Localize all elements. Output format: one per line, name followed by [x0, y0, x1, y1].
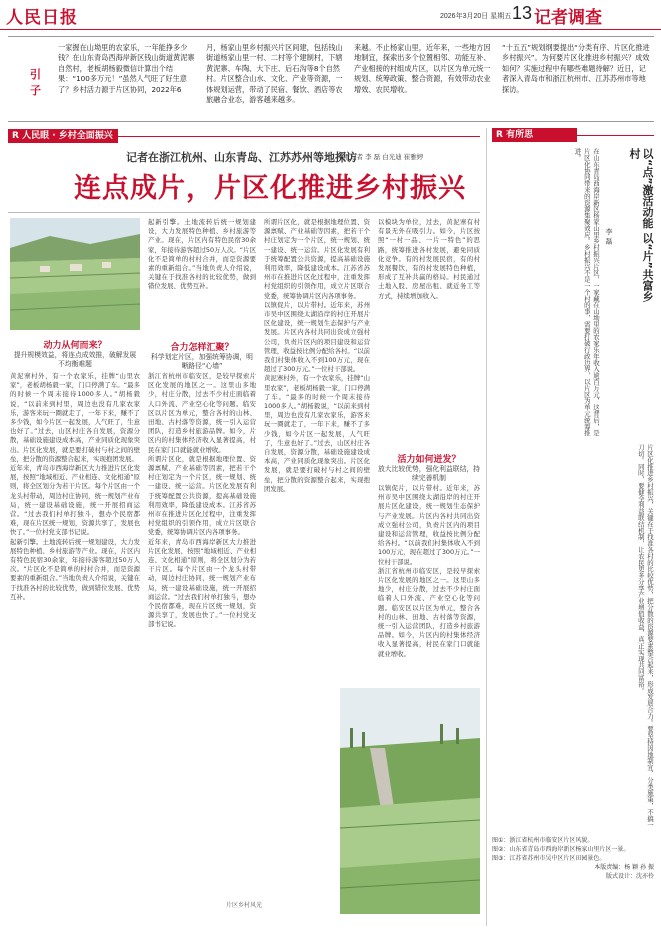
photo-caption: 片区乡村风光	[226, 902, 263, 909]
column-banner	[8, 128, 480, 144]
note-line-5: 版式设计：沈亦伶	[605, 873, 654, 880]
body-text-2: 近年来，青岛市西海岸新区大力推进片区化发展，按照“地域相近、产业相连、文化相通”原则，将全区划分为若干片区。每个片区由一个龙头村带动，周边村庄协同，统一规划产业布局，统一建设基础设施，统一开展招商运营。“过去我们村单打独斗，想办个民宿都难，现在片区统一规划，资源共享了，发展也快了。”一位村党支部书记说。	[10, 464, 140, 537]
photo-notes	[492, 836, 654, 926]
village-field-photo	[10, 218, 140, 330]
body-text-9: 黄泥寨村外，有一个农家乐，挂牌“山里农家”，老板胡杨毅一家，门口停满了车。“最多的时候一个周末接待1000多人。”胡杨毅说，“以前来到村里，周边也没有几家农家乐，游客来玩一圈就走了，一年下来，赚不了多少钱，如今片区一起发展，人气旺了，生意也好了。”过去，山区村庄各自发展，资源分散，基础设施建设成本高，产业同质化现象突出。片区化发展，就是要打破村与村之间的壁垒，把分散的资源整合起来，实现抱团发展。	[264, 374, 370, 493]
note-line-2: 图②：山东省青岛市西海岸新区杨家山里片区一景。	[492, 846, 630, 853]
body-text-4: 浙江省杭州市临安区，是较早探索片区化发展的地区之一。这里山多地少，村庄分散，过去不少村庄面临着人口外流、产业空心化等问题。临安区以片区为单元，整合各村的山林、田地、古村落等资源，统一引入运营团队，打造乡村旅游品牌。如今，片区内的村集体经济收入显著提高，村民在家门口就能就业增收。	[148, 372, 256, 454]
body-column-4	[378, 484, 480, 682]
section-heading-2-title: 合力怎样汇聚？	[170, 343, 234, 353]
section-heading-3-sub: 放大比较优势，强化利益联结，持续完善机制	[378, 465, 480, 482]
body-column-5	[264, 690, 334, 926]
article-kicker: 记者在浙江杭州、山东青岛、江苏苏州等地探访	[126, 151, 357, 164]
body-text-5: 所谓片区化，就是根据地理位置、资源禀赋、产业基础等因素，把若干个村庄划定为一个片区，统一规划、统一建设、统一运营。片区化发展有利于统筹配置公共资源，提高基础设施利用效率，降低建设成本。江苏省苏州市在推进片区化过程中，注重发挥村党组织的引领作用，成立片区联合党委，统筹协调片区内各项事务。	[148, 454, 256, 537]
body-column-1	[10, 372, 140, 926]
intro-text-4: “十五五”规划纲要提出“分类有序、片区化推进乡村振兴”。为何要片区化推进乡村振兴？成效如何？实施过程中有哪些难题待解？近日，记者深入青岛市和浙江杭州市、江苏苏州市等地探访。	[502, 43, 650, 94]
section-heading-1	[12, 338, 138, 369]
body-text-10: 以模块为单位，过去，黄泥寨有村有景无外在吸引力。如今，片区按照“一村一品、一片一特色”的思路，统筹推进各村发展，避免同质化竞争。有的村发展民宿，有的村发展餐饮，有的村发展特色种植，形成了互补共赢的格局。村民通过土地入股、房屋出租、就近务工等方式，持续增加收入。	[378, 218, 480, 300]
intro-text-3: 来越。不止杨家山里，近年来，一些地方因地制宜，探索出多个位置相邻、功能互补、产业相接的村组成片区，以片区为单元统一规划、统筹政策、整合资源，有效带动农业增效、农民增收。	[354, 43, 491, 94]
column-divider	[486, 128, 487, 926]
body-text-6: 近年来，青岛市西海岸新区大力推进片区化发展，按照“地域相近、产业相连、文化相通”原则，将全区划分为若干片区。每个片区由一个龙头村带动，周边村庄协同，统一规划产业布局，统一建设基础设施，统一开展招商运营。“过去我们村单打独斗，想办个民宿都难，现在片区统一规划，资源共享了，发展也快了。”一位村党支部书记说。	[148, 537, 256, 629]
page-number: 13	[512, 3, 533, 23]
section-heading-1-title: 动力从何而来？	[43, 341, 107, 351]
body-text-11: 以镇促片，以片带村。近年来，苏州市吴中区围绕太湖沿岸的村庄开展片区化建设，统一规划生态保护与产业发展。片区内各村共同出资成立强村公司，负责片区内的项目建设和运营管理，收益按比例分配给各村。“以前我们村集体收入不到100万元，现在超过了300万元。”一位村干部说。	[378, 484, 480, 566]
body-text-12: 浙江省杭州市临安区，是较早探索片区化发展的地区之一。这里山多地少，村庄分散，过去不少村庄面临着人口外流、产业空心化等问题。临安区以片区为单元，整合各村的山林、田地、古村落等资源，统一引入运营团队，打造乡村旅游品牌。如今，片区内的村集体经济收入显著提高，村民在家门口就能就业增收。	[378, 566, 480, 658]
body-column-4-top	[378, 218, 480, 448]
section-heading-3-title: 活力如何迸发？	[397, 455, 461, 465]
note-line-4: 本版责编：杨 颖 孙 振	[594, 864, 654, 871]
commentary-text-2: 片区化推进乡村振兴，关键在于找准各村的比较优势，把分散的资源要素整合起来，形成发展合力。要坚持因地制宜、分类施策，不搞一刀切。同时，要健全利益联结机制，让农民更多分享产业增值收益，真正实现共同富裕。	[636, 444, 654, 828]
newspaper-logo: 人民日报	[6, 8, 78, 28]
intro-text-2: 月，杨家山里乡村振兴片区间建，包括钱山街道杨家山里一村、二村等个建制村，下辖黄泥寨、车陶、大下庄、后石沟等8个自然村。片区整合山水、文化、产业等资源，一体规划运营，带动了民宿、餐饮、酒店等农旅融合业态，游客越来越多。	[206, 43, 343, 105]
body-text-2a: 起新引擎。土地流转后统一规划建设，大力发展特色种植、乡村旅游等产业。现在，片区内有特色民宿30余家，年接待游客超过50万人次。“片区化不是简单的村村合并，而是资源要素的重新组合。”当地负责人介绍说，关键在于找准各村的比较优势，做到错位发展、优势互补。	[148, 218, 256, 291]
article-byline: 本报记者 李 磊 白光迪 崔雅婷	[337, 153, 424, 161]
body-text-7: 所谓片区化，就是根据地理位置、资源禀赋、产业基础等因素，把若干个村庄划定为一个片区，统一规划、统一建设、统一运营。片区化发展有利于统筹配置公共资源，提高基础设施利用效率，降低建设成本。江苏省苏州市在推进片区化过程中，注重发挥村党组织的引领作用，成立片区联合党委，统筹协调片区内各项事务。	[264, 218, 370, 300]
commentary-author: 李 磊	[605, 228, 613, 245]
body-column-2-top	[148, 218, 256, 334]
body-text-1: 黄泥寨村外，有一个农家乐，挂牌“山里农家”，老板胡杨毅一家，门口停满了车。“最多的时候一个周末接待1000多人。”胡杨毅说，“以前来到村里，周边也没有几家农家乐，游客来玩一圈就走了，一年下来，赚不了多少钱，如今片区一起发展，人气旺了，生意也好了。”过去，山区村庄各自发展，资源分散，基础设施建设成本高，产业同质化现象突出。片区化发展，就是要打破村与村之间的壁垒，把分散的资源整合起来，实现抱团发展。	[10, 372, 140, 463]
article-headline: 连点成片，片区化推进乡村振兴	[74, 173, 466, 204]
issue-date: 2026年3月20日 星期五	[440, 13, 512, 20]
body-column-2	[148, 372, 256, 926]
section-heading-3	[378, 452, 480, 483]
intro-text-1: 一家握在山坳里的农家乐，一年能挣多少钱？在山东青岛西海岸新区钱山街道黄泥寨自然村，老板胡杨毅微信计算出个结果：“100多万元！”虽然人气旺了好生意了？乡村活力源于片区协同，2022年6	[58, 43, 195, 94]
banner-rule	[118, 136, 480, 137]
column-tag: R 人民眼 · 乡村全面振兴	[8, 129, 118, 143]
body-text-3: 起新引擎。土地流转后统一规划建设，大力发展特色种植、乡村旅游等产业。现在，片区内有特色民宿30余家，年接待游客超过50万人次。“片区化不是简单的村村合并，而是资源要素的重新组合。”当地负责人介绍说，关键在于找准各村的比较优势，做到错位发展、优势互补。	[10, 537, 140, 601]
body-text-8: 以镇促片，以片带村。近年来，苏州市吴中区围绕太湖沿岸的村庄开展片区化建设，统一规划生态保护与产业发展。片区内各村共同出资成立强村公司，负责片区内的项目建设和运营管理，收益按比例分配给各村。“以前我们村集体收入不到100万元，现在超过了300万元。”一位村干部说。	[264, 300, 370, 374]
note-line-1: 图①：浙江省杭州市临安区片区风貌。	[492, 837, 594, 844]
commentary-rule	[577, 135, 654, 136]
rural-landscape-photo	[340, 688, 480, 914]
note-line-3: 图③：江苏省苏州市吴中区片区田园景色。	[492, 855, 606, 862]
intro-label: 引子	[30, 68, 41, 97]
commentary-tag: R 有所思	[492, 128, 577, 142]
commentary-text-1: 在山东青岛西海岸新区杨家山里乡村振兴片区，一家藏在山坳里的农家乐年收入逾百万元，这背后，是片区化协同带来的资源集聚效应。乡村振兴不是一个村的事，需要打破行政边界，以片区为单元统筹推进。	[573, 148, 600, 436]
section-heading-2-sub: 科学划定片区，加强统筹协调，明晰路径“心墙”	[151, 353, 253, 370]
intro-box	[8, 36, 654, 122]
section-heading-2	[148, 340, 256, 371]
masthead	[0, 0, 661, 30]
section-title: 记者调查	[534, 8, 602, 28]
commentary-title: 以“点”激活动能 以“片”共富乡村	[628, 148, 654, 302]
section-heading-1-sub: 提升规模效益，将连点成效推，破解发展不均衡难题	[13, 351, 137, 368]
headline-rule	[8, 212, 480, 213]
